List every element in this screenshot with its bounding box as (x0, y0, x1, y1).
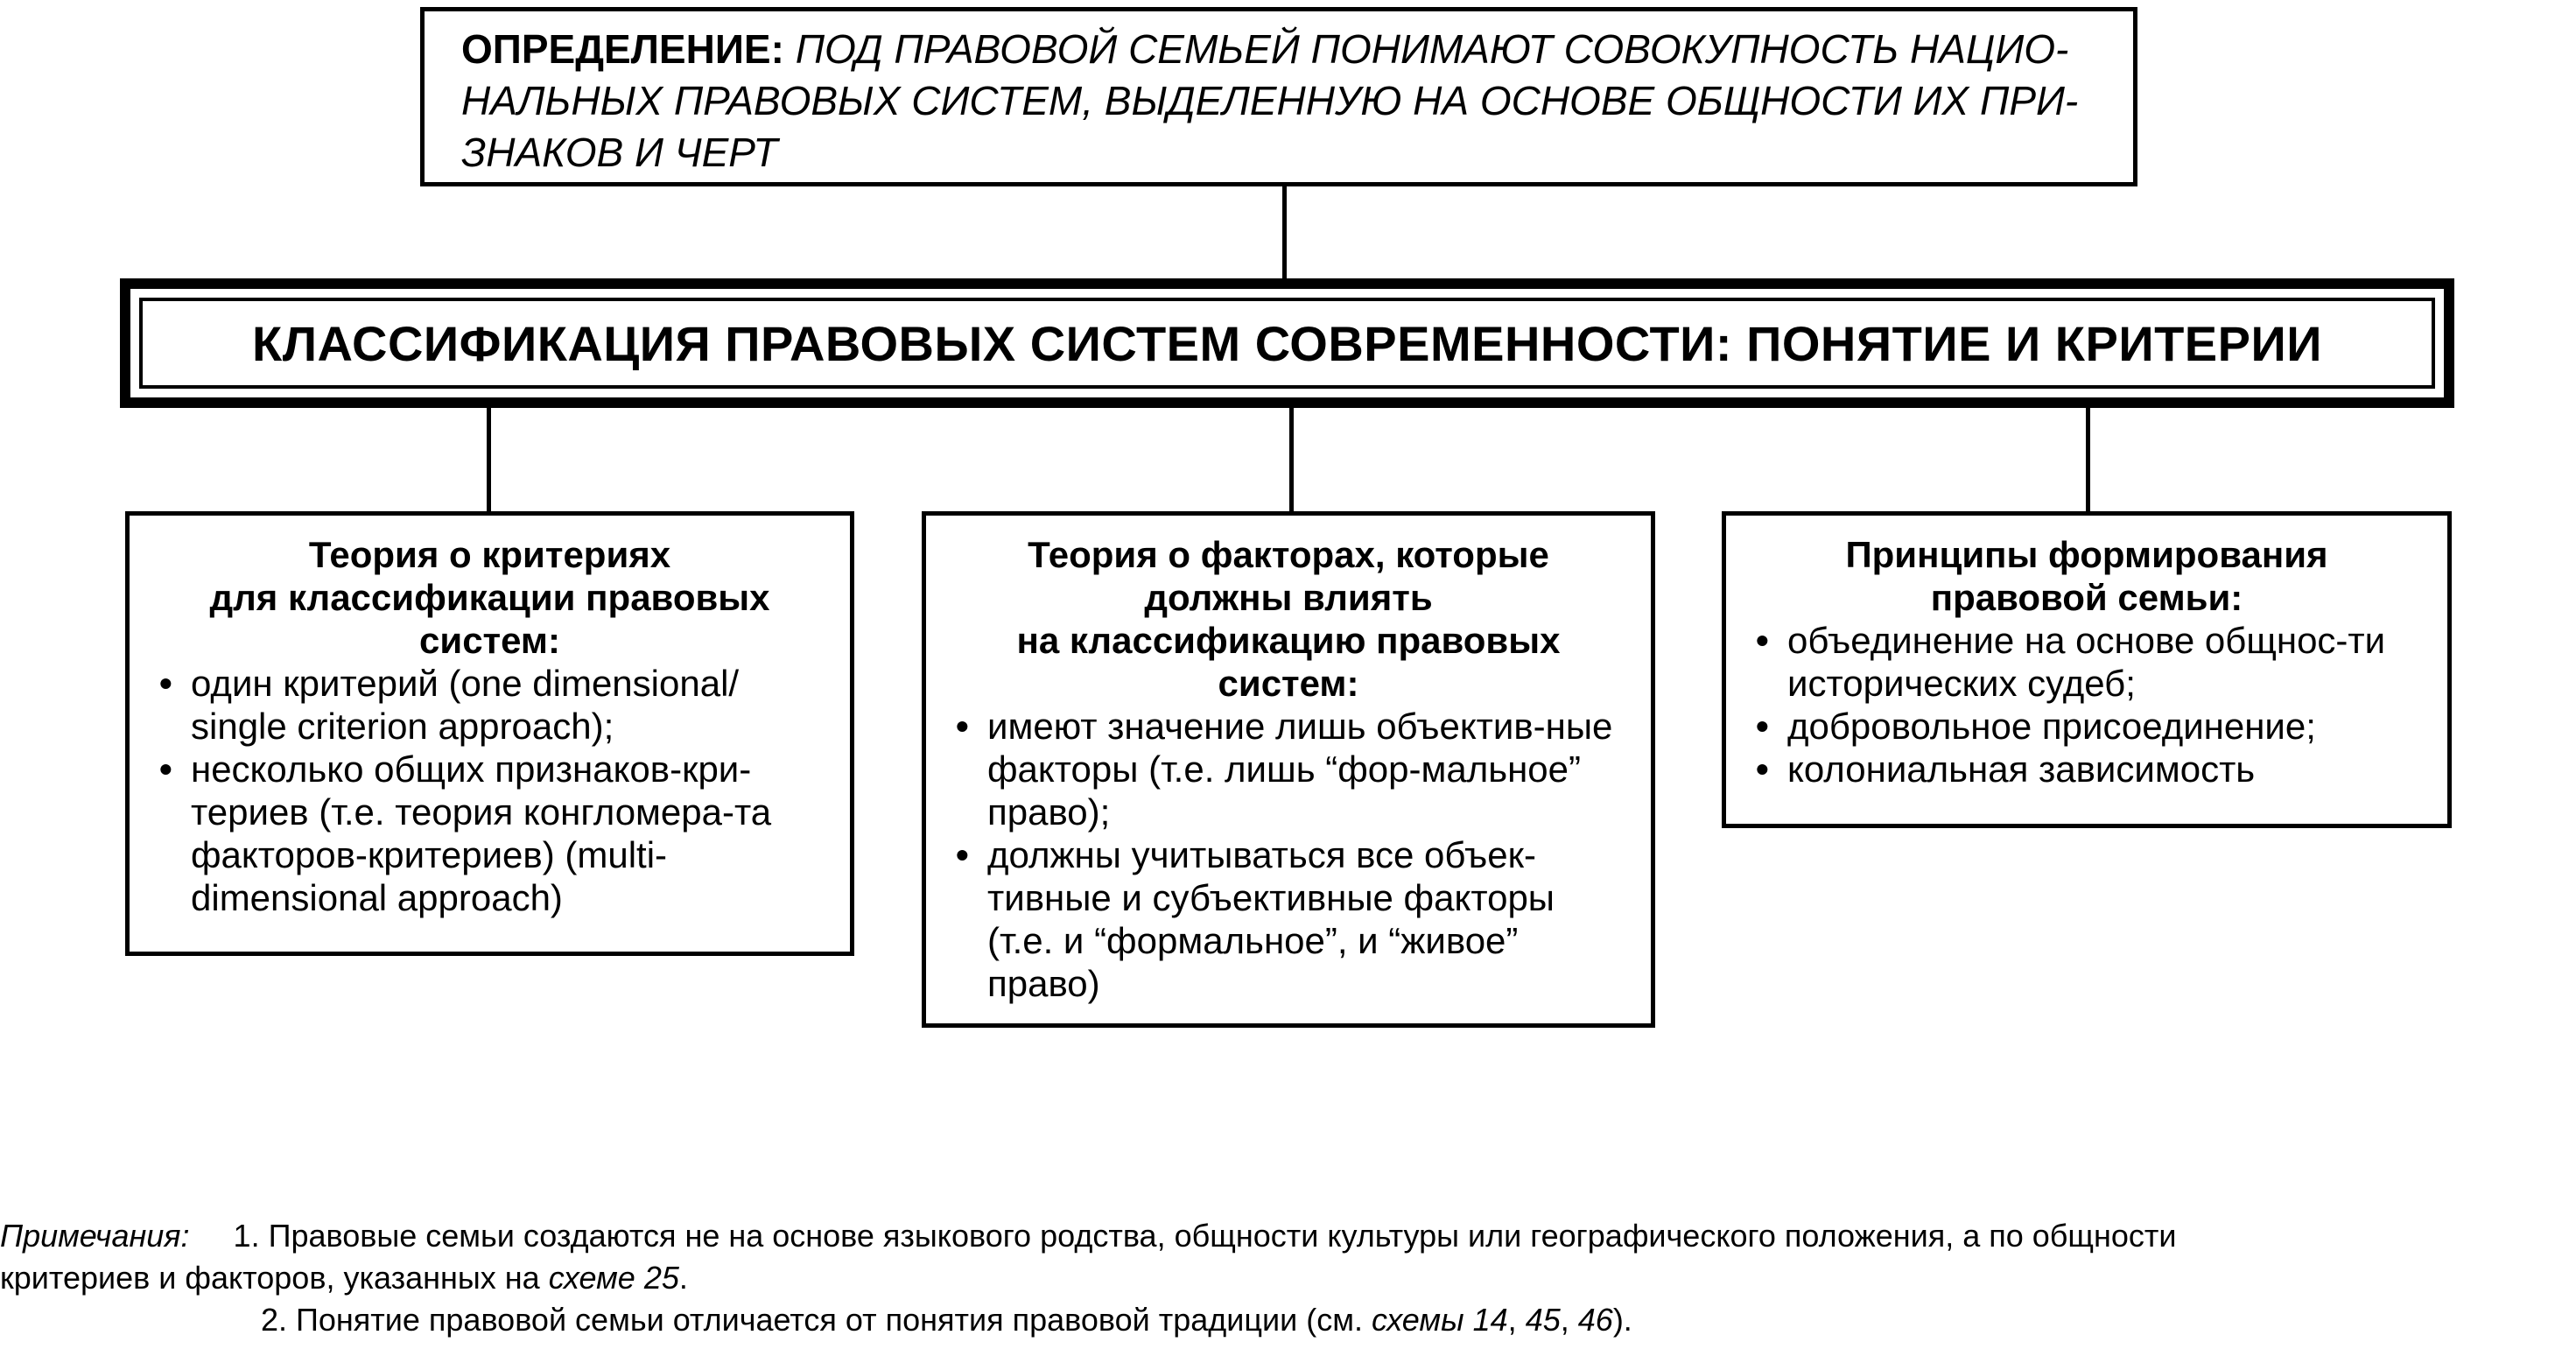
note-2: 2. Понятие правовой семьи отличается от понятия правовой традиции (см. схемы 14, 45, 46). (261, 1302, 1632, 1338)
connector-title-to-card-3 (2086, 408, 2090, 511)
note-1: Примечания: 1. Правовые семьи создаются не на основе языкового родства, общности культуры или географического положения, а по общности (0, 1218, 2177, 1254)
list-item: • несколько общих признаков-кри-териев (т.е. теория конгломера-та факторов-критериев) (multi-dimensional approach) (152, 748, 827, 919)
card-list (152, 662, 827, 919)
list-item: • добровольное присоединение; (1749, 705, 2425, 748)
card-formation-principles (1722, 511, 2452, 828)
list-item: • объединение на основе общнос-ти исторических судеб; (1749, 619, 2425, 705)
connector-title-to-card-1 (487, 408, 491, 511)
notes (0, 1215, 2576, 1341)
card-factors-theory (922, 511, 1655, 1028)
scheme-reference: схеме 25 (548, 1260, 679, 1296)
notes-label: Примечания: (0, 1218, 190, 1254)
list-item: • имеют значение лишь объектив-ные факторы (т.е. лишь “фор-мальное” право); (949, 705, 1628, 833)
list-item: • колониальная зависимость (1749, 748, 2425, 790)
list-item: • один критерий (one dimensional/ single criterion approach); (152, 662, 827, 748)
classification-title-box (120, 278, 2454, 408)
connector-title-to-card-2 (1289, 408, 1294, 511)
card-criteria-theory (125, 511, 854, 956)
connector-definition-to-title (1282, 186, 1287, 278)
card-list (949, 705, 1628, 1005)
list-item: • должны учитываться все объек-тивные и субъективные факторы (т.е. и “формальное”, и “живое” право) (949, 833, 1628, 1005)
definition-box (420, 7, 2137, 186)
definition-text: ПОД ПРАВОВОЙ СЕМЬЕЙ ПОНИМАЮТ СОВОКУПНОСТЬ НАЦИО- НАЛЬНЫХ ПРАВОВЫХ СИСТЕМ, ВЫДЕЛЕННУЮ НА ОСНОВЕ ОБЩНОСТИ ИХ ПРИ- ЗНАКОВ И ЧЕРТ (461, 26, 2079, 175)
card-title: Принципы формирования правовой семьи: (1845, 534, 2328, 618)
classification-title: КЛАССИФИКАЦИЯ ПРАВОВЫХ СИСТЕМ СОВРЕМЕННОСТИ: ПОНЯТИЕ И КРИТЕРИИ (139, 298, 2435, 389)
card-list (1749, 619, 2425, 790)
note-1-continued: критериев и факторов, указанных на схеме 25. (0, 1260, 688, 1296)
card-title: Теория о факторах, которые должны влиять на классификацию правовых систем: (1016, 534, 1561, 704)
definition-label: ОПРЕДЕЛЕНИЕ: (461, 26, 784, 72)
card-title: Теория о критериях для классификации правовых систем: (209, 534, 770, 661)
